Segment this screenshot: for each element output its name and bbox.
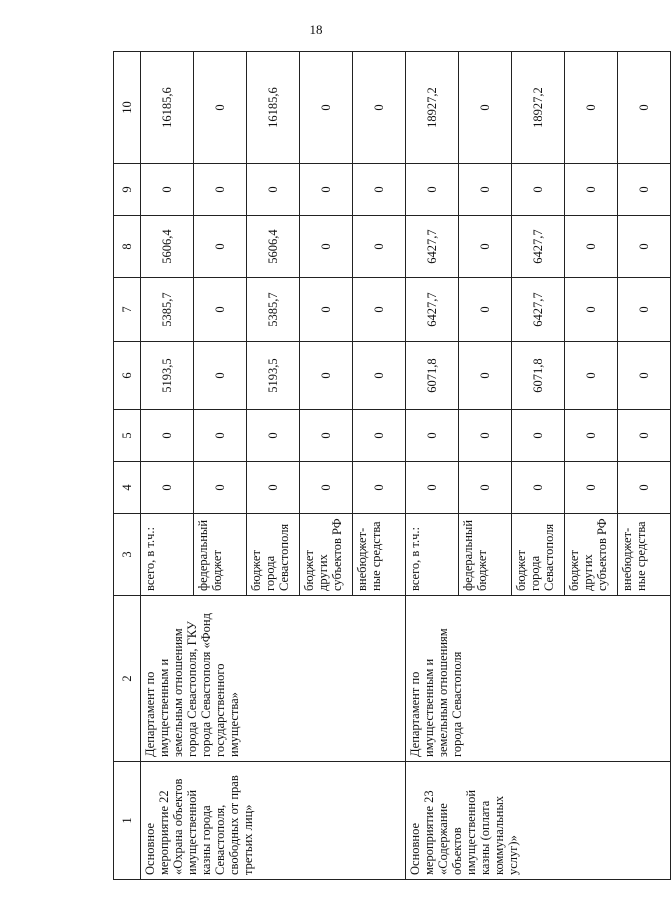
value-cell: 6071,8	[512, 342, 565, 410]
table-row	[141, 52, 194, 880]
value-cell: 0	[247, 410, 300, 462]
value-cell: 0	[300, 52, 353, 164]
value-cell: 16185,6	[247, 52, 300, 164]
source-cell: федеральный бюджет	[459, 514, 512, 596]
value-cell: 5606,4	[141, 216, 194, 278]
source-cell: бюджет других субъектов РФ	[565, 514, 618, 596]
header-row	[114, 52, 141, 880]
value-cell: 0	[618, 278, 671, 342]
header-cell: 8	[114, 216, 141, 278]
value-cell: 0	[194, 164, 247, 216]
value-cell: 0	[565, 278, 618, 342]
header-cell: 6	[114, 342, 141, 410]
value-cell: 0	[565, 410, 618, 462]
value-cell: 0	[512, 462, 565, 514]
source-cell: всего, в т.ч.:	[141, 514, 194, 596]
value-cell: 5385,7	[247, 278, 300, 342]
value-cell: 0	[459, 410, 512, 462]
header-cell: 1	[114, 762, 141, 880]
value-cell: 0	[300, 164, 353, 216]
value-cell: 0	[618, 342, 671, 410]
table-body	[114, 52, 671, 880]
value-cell: 0	[406, 462, 459, 514]
executor-cell: Департамент по имущественным и земельным отношениям города Севастополя, ГКУ города Севастополя «Фонд государственного имущества»	[141, 596, 406, 762]
value-cell: 0	[406, 410, 459, 462]
header-cell: 4	[114, 462, 141, 514]
header-cell: 9	[114, 164, 141, 216]
value-cell: 0	[618, 52, 671, 164]
header-cell: 10	[114, 52, 141, 164]
value-cell: 0	[565, 462, 618, 514]
value-cell: 0	[565, 52, 618, 164]
value-cell: 5606,4	[247, 216, 300, 278]
source-cell: внебюджет-ные средства	[353, 514, 406, 596]
header-cell: 5	[114, 410, 141, 462]
value-cell: 0	[459, 52, 512, 164]
value-cell: 0	[459, 462, 512, 514]
value-cell: 6071,8	[406, 342, 459, 410]
value-cell: 5193,5	[247, 342, 300, 410]
value-cell: 0	[565, 342, 618, 410]
value-cell: 0	[353, 164, 406, 216]
value-cell: 0	[194, 342, 247, 410]
value-cell: 0	[618, 216, 671, 278]
source-cell: бюджет других субъектов РФ	[300, 514, 353, 596]
value-cell: 6427,7	[406, 278, 459, 342]
value-cell: 0	[300, 278, 353, 342]
value-cell: 6427,7	[406, 216, 459, 278]
header-cell: 7	[114, 278, 141, 342]
value-cell: 0	[565, 164, 618, 216]
value-cell: 0	[459, 278, 512, 342]
value-cell: 0	[618, 410, 671, 462]
value-cell: 0	[618, 462, 671, 514]
value-cell: 0	[512, 410, 565, 462]
value-cell: 0	[300, 342, 353, 410]
value-cell: 0	[300, 216, 353, 278]
table-row	[406, 52, 459, 880]
value-cell: 18927,2	[406, 52, 459, 164]
measure-cell: Основное мероприятие 23 «Содержание объектов имущественной казны (оплата коммунальных услуг)»	[406, 762, 671, 880]
value-cell: 0	[194, 216, 247, 278]
value-cell: 0	[353, 52, 406, 164]
value-cell: 0	[459, 342, 512, 410]
source-cell: бюджет города Севастополя	[247, 514, 300, 596]
value-cell: 0	[565, 216, 618, 278]
value-cell: 0	[618, 164, 671, 216]
value-cell: 0	[300, 462, 353, 514]
value-cell: 5385,7	[141, 278, 194, 342]
value-cell: 0	[353, 278, 406, 342]
value-cell: 6427,7	[512, 216, 565, 278]
measure-cell: Основное мероприятие 22 «Охрана объектов имущественной казны города Севастополя, свободных от прав третьих лиц»	[141, 762, 406, 880]
value-cell: 0	[353, 410, 406, 462]
header-cell: 2	[114, 596, 141, 762]
funding-table	[113, 51, 671, 880]
value-cell: 0	[353, 342, 406, 410]
value-cell: 0	[300, 410, 353, 462]
page-number: 18	[309, 22, 323, 37]
value-cell: 0	[194, 52, 247, 164]
value-cell: 0	[141, 462, 194, 514]
source-cell: всего, в т.ч.:	[406, 514, 459, 596]
value-cell: 0	[141, 410, 194, 462]
value-cell: 0	[459, 164, 512, 216]
source-cell: бюджет города Севастополя	[512, 514, 565, 596]
value-cell: 0	[194, 410, 247, 462]
value-cell: 0	[353, 216, 406, 278]
value-cell: 0	[141, 164, 194, 216]
value-cell: 18927,2	[512, 52, 565, 164]
value-cell: 16185,6	[141, 52, 194, 164]
value-cell: 0	[406, 164, 459, 216]
executor-cell: Департамент по имущественным и земельным отношениям города Севастополя	[406, 596, 671, 762]
value-cell: 0	[194, 278, 247, 342]
source-cell: федеральный бюджет	[194, 514, 247, 596]
value-cell: 0	[247, 462, 300, 514]
source-cell: внебюджет-ные средства	[618, 514, 671, 596]
value-cell: 0	[247, 164, 300, 216]
value-cell: 6427,7	[512, 278, 565, 342]
rotated-table-wrapper	[113, 52, 651, 880]
value-cell: 5193,5	[141, 342, 194, 410]
header-cell: 3	[114, 514, 141, 596]
value-cell: 0	[353, 462, 406, 514]
value-cell: 0	[194, 462, 247, 514]
value-cell: 0	[512, 164, 565, 216]
value-cell: 0	[459, 216, 512, 278]
